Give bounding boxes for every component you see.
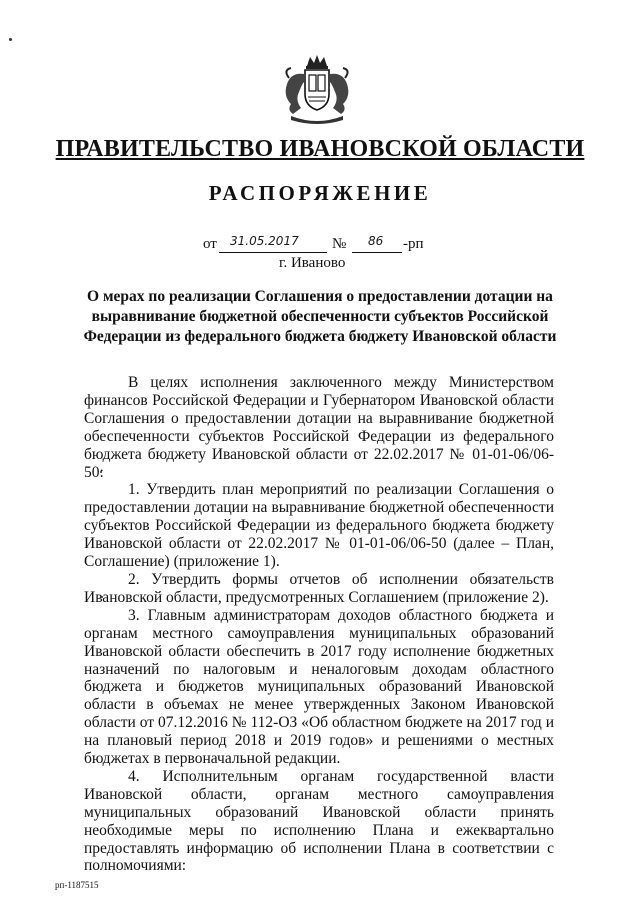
body-paragraph-2: 2. Утвердить формы отчетов об исполнении обязательств Ивановской области, предусмотренных Соглашением (приложение 2). xyxy=(84,570,554,606)
subject-line: Федерации из федерального бюджета бюджету Ивановской области xyxy=(83,328,557,345)
subject-line: выравнивание бюджетной обеспеченности субъектов Российской xyxy=(91,308,549,325)
number-label: № xyxy=(332,236,347,252)
body-paragraph-1: 1. Утвердить план мероприятий по реализации Соглашения о предоставлении дотации на выравнивание бюджетной обеспеченности субъектов Российской Федерации из федерального бюджета бюджету Ивановской области от 22.02.2017 № 01-01-06/06-50 (далее – План, Соглашение) (приложение 1). xyxy=(84,481,554,571)
body-paragraph-3: 3. Главным администраторам доходов областного бюджета и органам местного самоуправления муниципальных образований Ивановской области обеспечить в 2017 году исполнение бюджетных назначений по налоговым и неналоговым доходам областного бюджета и бюджетов муниципальных образований Ивановской области в объемах не менее утвержденных Законом Ивановской области от 07.12.2016 № 112-ОЗ «Об областном бюджете на 2017 год и на плановый период 2018 и 2019 годов» и решениями о местных бюджетах в первоначальной редакции. xyxy=(84,606,554,768)
coat-of-arms-icon xyxy=(277,52,357,127)
government-title: ПРАВИТЕЛЬСТВО ИВАНОВСКОЙ ОБЛАСТИ xyxy=(55,136,585,162)
body-paragraph-4: 4. Исполнительным органам государственной власти Ивановской области, органам местного самоуправления муниципальных образований Ивановской области принять необходимые меры по исполнению Плана и ежеквартально предоставлять информацию об исполнении Плана в соответствии с полномочиями: xyxy=(84,767,554,875)
number-underline xyxy=(352,252,402,253)
signed-date: 31.05.2017 xyxy=(230,234,299,248)
document-type-heading: РАСПОРЯЖЕНИЕ xyxy=(208,181,432,205)
body-paragraph-preamble: В целях исполнения заключенного между Министерством финансов Российской Федерации и Губернатором Ивановской области Соглашения о предоставлении дотации на выравнивание бюджетной обеспеченности субъектов Российской Федерации из федерального бюджета бюджету Ивановской области от 22.02.2017 № 01-01-06/06-50: xyxy=(84,374,554,481)
document-body xyxy=(84,374,554,875)
number-suffix: -рп xyxy=(403,236,424,252)
date-underline xyxy=(219,252,327,253)
document-number: 86 xyxy=(368,234,384,248)
city: г. Иваново xyxy=(279,255,346,271)
subject-line: О мерах по реализации Соглашения о предоставлении дотации на xyxy=(87,288,553,305)
from-label: от xyxy=(203,236,217,252)
document-subject xyxy=(0,287,640,347)
document-code: рп-1187515 xyxy=(55,880,99,890)
scan-speck xyxy=(9,38,12,41)
